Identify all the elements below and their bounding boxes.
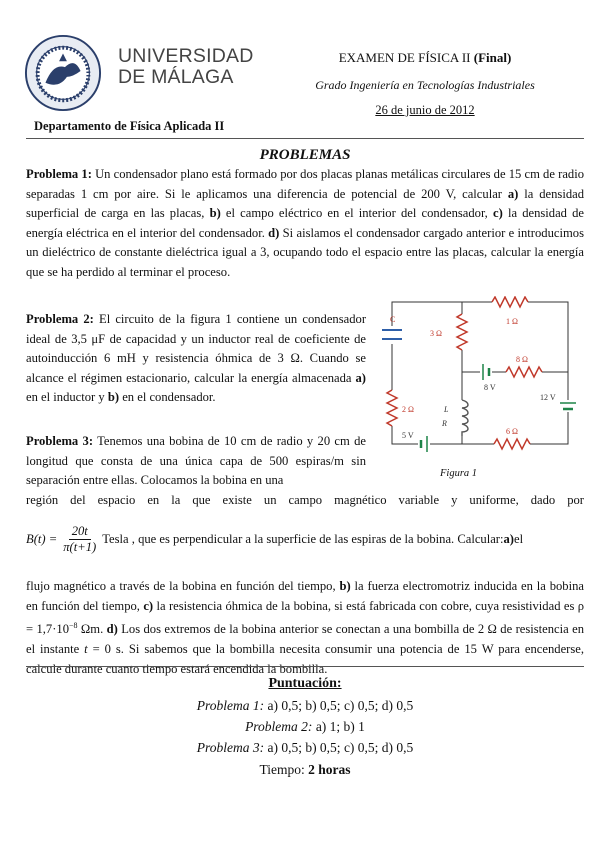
circuit-diagram bbox=[380, 296, 588, 464]
inductor-symbol bbox=[454, 400, 470, 436]
formula-denominator: π(t+1) bbox=[63, 539, 97, 554]
scoring-value-3: a) 0,5; b) 0,5; c) 0,5; d) 0,5 bbox=[264, 740, 414, 755]
university-name-line1: UNIVERSIDAD bbox=[118, 45, 254, 67]
label-r: R bbox=[442, 419, 447, 428]
problem-3-text-a: Tenemos una bobina de 10 cm de radio y 20 cm de longitud que consta de una única capa de 500 espiras/m sin separación entre ellas. Colocamos la bobina en una bbox=[26, 434, 366, 488]
scoring-value-2: a) 1; b) 1 bbox=[312, 719, 365, 734]
battery-5v bbox=[418, 436, 430, 452]
scoring-value-1: a) 0,5; b) 0,5; c) 0,5; d) 0,5 bbox=[264, 698, 414, 713]
problem-3-var-t: t bbox=[84, 641, 88, 656]
exam-title bbox=[300, 50, 550, 66]
problem-3-intro bbox=[26, 432, 366, 491]
problem-1-text-a: Un condensador plano está formado por dos placas planas metálicas circulares de 15 cm de radio separadas 1 cm por aire. Si le aplicamos una diferencia de potencial de 200 V, calcular bbox=[26, 167, 584, 201]
exam-title-final: (Final) bbox=[473, 50, 512, 65]
exam-date: 26 de junio de 2012 bbox=[375, 103, 475, 117]
resistor-1-ohm bbox=[492, 297, 528, 307]
formula-numerator: 20t bbox=[69, 524, 91, 540]
problem-3-label: Problema 3: bbox=[26, 434, 94, 448]
exam-duration bbox=[26, 762, 584, 778]
resistor-6-ohm bbox=[494, 439, 530, 449]
problem-3-formula-line bbox=[26, 514, 584, 564]
scoring-line-2 bbox=[26, 719, 584, 735]
problem-3-exponent: −8 bbox=[69, 621, 78, 631]
problem-3-text-c3: la resistencia óhmica de la bobina, si está fabricada con cobre, cuya resistividad es ρ = 1,7·10 bbox=[26, 598, 584, 637]
label-r-8: 8 Ω bbox=[516, 355, 528, 364]
problem-3-body bbox=[26, 577, 584, 679]
resistor-2-ohm bbox=[386, 390, 398, 426]
label-v-5: 5 V bbox=[402, 431, 414, 440]
label-c: C bbox=[390, 315, 396, 324]
degree-name: Grado Ingeniería en Tecnologías Industriales bbox=[315, 78, 535, 92]
label-r-2: 2 Ω bbox=[402, 405, 414, 414]
formula-rest: Tesla , que es perpendicular a la superficie de las espiras de la bobina. Calcular: bbox=[102, 531, 504, 546]
problem-3-text-c5: Los dos extremos de la bobina anterior se conectan a una bombilla de 2 Ω de resistencia en el instante bbox=[26, 622, 584, 656]
battery-8v bbox=[480, 364, 492, 380]
time-value: 2 horas bbox=[308, 762, 351, 777]
problem-1-mark-c: c) bbox=[492, 206, 503, 221]
problem-1-text-e: Si aislamos el condensador cargado anterior e introducimos un dieléctrico de constante dieléctrica igual a 3, ocupando todo el espacio entre las placas, calcular la energía que se ha perdido al terminar el proceso. bbox=[26, 225, 584, 279]
label-v-8: 8 V bbox=[484, 383, 496, 392]
label-r-top: 1 Ω bbox=[506, 317, 518, 326]
problem-1-text-d: la densidad de energía eléctrica en el interior del condensador. bbox=[26, 206, 585, 240]
university-name bbox=[118, 46, 253, 88]
department-name: Departamento de Física Aplicada II bbox=[34, 119, 225, 133]
scoring-line-3 bbox=[26, 740, 584, 756]
problem-3-text-c6: = 0 s. Si sabemos que la bombilla necesita consumir una potencia de 15 W para encenderse, calcule durante cuanto tiempo estará encendida la bombilla. bbox=[26, 641, 584, 676]
problem-1-mark-a: a) bbox=[507, 186, 519, 201]
problem-3-mark-d: d) bbox=[106, 622, 118, 637]
problem-3-mark-b: b) bbox=[339, 579, 351, 593]
problem-3-text-b: región del espacio en la que existe un campo magnético variable y uniforme, dado por bbox=[26, 493, 584, 507]
section-title: PROBLEMAS bbox=[259, 147, 351, 163]
problem-2-mark-b: b) bbox=[107, 390, 120, 405]
formula-mark-a: a) bbox=[503, 531, 514, 546]
formula-lhs: B(t) = bbox=[26, 531, 58, 546]
problem-2 bbox=[26, 310, 366, 408]
capacitor-symbol bbox=[382, 326, 402, 344]
problem-1-mark-b: b) bbox=[209, 206, 221, 221]
label-v-12: 12 V bbox=[540, 393, 556, 402]
problem-3-text-c4: Ωm. bbox=[77, 622, 107, 637]
problem-2-label: Problema 2: bbox=[26, 312, 94, 326]
label-l: L bbox=[444, 405, 449, 414]
problem-3-text-c1: flujo magnético a través de la bobina en función del tiempo, bbox=[26, 579, 340, 593]
resistor-3-ohm bbox=[456, 314, 468, 350]
university-seal-logo bbox=[24, 34, 102, 112]
battery-12v bbox=[560, 400, 576, 412]
label-r-mid: 3 Ω bbox=[430, 329, 442, 338]
problem-3-mark-c: c) bbox=[143, 598, 154, 613]
problem-1-mark-d: d) bbox=[268, 225, 280, 240]
scoring-title: Puntuación: bbox=[268, 676, 342, 691]
exam-title-text: EXAMEN DE FÍSICA II bbox=[338, 50, 471, 65]
resistor-8-ohm bbox=[506, 367, 542, 377]
university-name-line2: DE MÁLAGA bbox=[118, 66, 234, 88]
problem-1-text-c: el campo eléctrico en el interior del condensador, bbox=[220, 206, 493, 221]
header-divider bbox=[26, 138, 584, 139]
problem-1-text-b: la densidad superficial de carga en las placas, bbox=[26, 186, 585, 221]
scoring-label-3: Problema 3: bbox=[196, 740, 265, 755]
formula-tail: el bbox=[514, 531, 524, 546]
scoring-line-1 bbox=[26, 698, 584, 714]
problem-2-text-b: en el inductor y bbox=[26, 390, 108, 405]
scoring-label-2: Problema 2: bbox=[245, 719, 313, 734]
formula-fraction bbox=[60, 524, 99, 555]
scoring-divider bbox=[26, 666, 584, 667]
figure-caption: Figura 1 bbox=[440, 468, 478, 479]
problem-2-text-c: en el condensador. bbox=[119, 390, 216, 405]
problem-2-mark-a: a) bbox=[355, 370, 366, 385]
time-label: Tiempo: bbox=[259, 762, 309, 777]
problem-2-text-a: El circuito de la figura 1 contiene un condensador ideal de 3,5 μF de capacidad y un inductor real de coeficiente de autoinducción 6 mH y resistencia óhmica de 3 Ω. Cuando se alcance el régimen estacionario, calcular la energía almacenada bbox=[26, 312, 367, 385]
problem-1 bbox=[26, 165, 584, 283]
problem-3-text-c2: la fuerza electromotriz inducida en la bobina en función del tiempo, bbox=[26, 579, 584, 613]
problem-3-region bbox=[26, 491, 584, 511]
label-r-6: 6 Ω bbox=[506, 427, 518, 436]
problem-1-label: Problema 1: bbox=[26, 167, 92, 181]
scoring-label-1: Problema 1: bbox=[196, 698, 265, 713]
